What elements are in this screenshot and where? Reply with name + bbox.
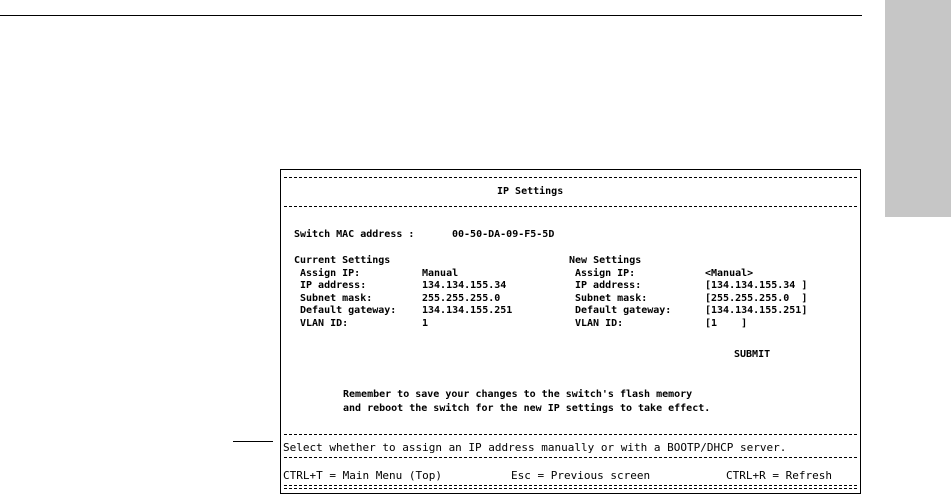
new-ip-address-field[interactable]: [134.134.155.34 ] xyxy=(705,280,808,291)
shortcut-main-menu: CTRL+T = Main Menu (Top) xyxy=(283,469,442,482)
new-subnet-mask-label: Subnet mask: xyxy=(575,293,648,304)
new-vlan-id-label: VLAN ID: xyxy=(575,318,624,329)
section-thumb-tab xyxy=(885,0,951,217)
current-gateway-label: Default gateway: xyxy=(300,305,397,316)
new-gateway-field[interactable]: [134.134.155.251] xyxy=(705,305,808,316)
screen-title: IP Settings xyxy=(497,186,564,197)
current-gateway-value: 134.134.155.251 xyxy=(422,305,513,316)
terminal-screen xyxy=(280,169,861,494)
reminder-line-2: and reboot the switch for the new IP settings to take effect. xyxy=(343,403,711,414)
current-vlan-id-value: 1 xyxy=(422,318,429,329)
current-subnet-mask-label: Subnet mask: xyxy=(300,293,373,304)
help-bottom-divider xyxy=(284,457,857,458)
help-divider xyxy=(284,434,857,435)
new-settings-heading: New Settings xyxy=(569,255,642,266)
mac-address-label: Switch MAC address : xyxy=(294,229,415,240)
shortcut-refresh: CTRL+R = Refresh xyxy=(726,469,832,482)
current-subnet-mask-value: 255.255.255.0 xyxy=(422,293,501,304)
new-gateway-label: Default gateway: xyxy=(575,305,672,316)
current-ip-address-value: 134.134.155.34 xyxy=(422,280,507,291)
submit-button[interactable]: SUBMIT xyxy=(734,349,771,360)
top-divider xyxy=(284,177,857,178)
reminder-line-1: Remember to save your changes to the switch's flash memory xyxy=(343,389,693,400)
page-top-rule xyxy=(0,15,862,16)
new-subnet-mask-field[interactable]: [255.255.255.0 ] xyxy=(705,293,808,304)
current-assign-ip-value: Manual xyxy=(422,268,459,279)
mac-address-value: 00-50-DA-09-F5-5D xyxy=(452,229,555,240)
new-assign-ip-label: Assign IP: xyxy=(575,268,636,279)
shortcut-previous-screen: Esc = Previous screen xyxy=(511,469,651,482)
current-assign-ip-label: Assign IP: xyxy=(300,268,361,279)
title-divider xyxy=(284,206,857,207)
new-ip-address-label: IP address: xyxy=(575,280,642,291)
current-settings-heading: Current Settings xyxy=(294,255,391,266)
new-assign-ip-select[interactable]: <Manual> xyxy=(705,268,754,279)
callout-line xyxy=(233,441,273,442)
current-vlan-id-label: VLAN ID: xyxy=(300,318,349,329)
new-vlan-id-field[interactable]: [1 ] xyxy=(705,318,748,329)
bottom-double-divider xyxy=(284,485,857,489)
help-text: Select whether to assign an IP address manually or with a BOOTP/DHCP server. xyxy=(283,441,787,454)
current-ip-address-label: IP address: xyxy=(300,280,367,291)
